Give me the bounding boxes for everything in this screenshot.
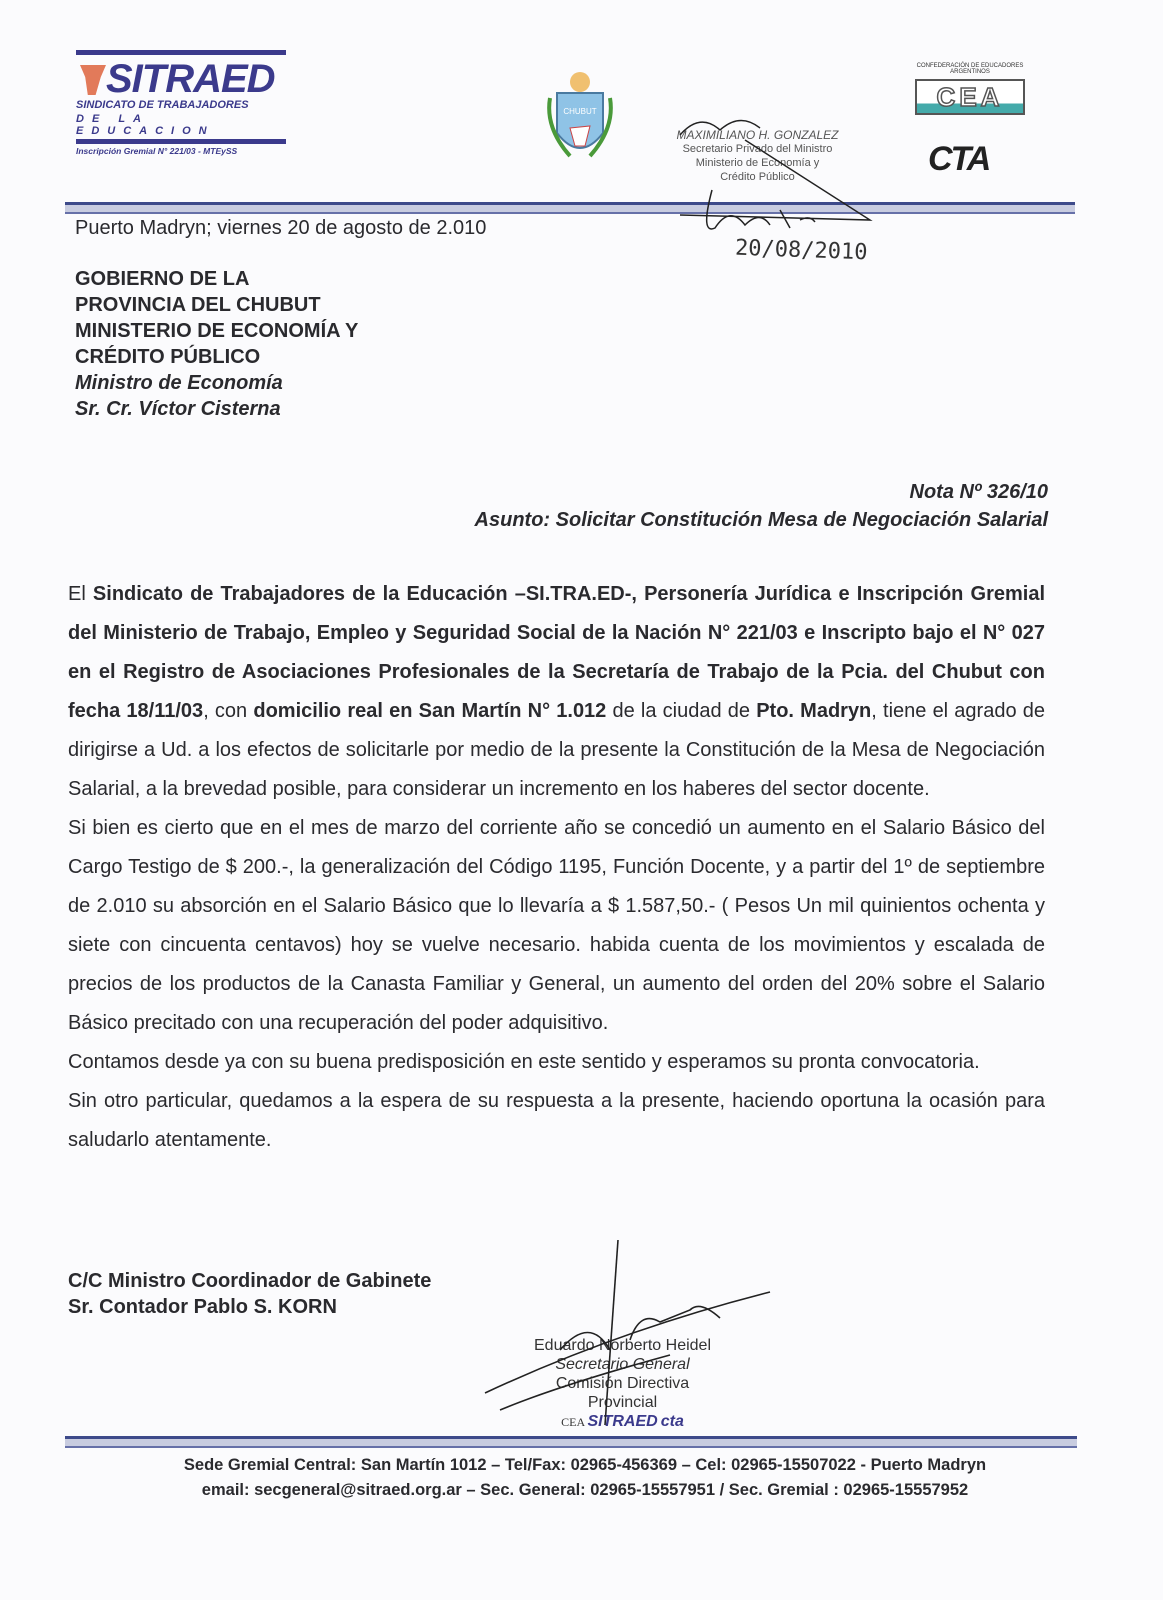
- letter-body: [68, 575, 1045, 1160]
- subject-line: Asunto: Solicitar Constitución Mesa de Negociación Salarial: [474, 509, 1048, 531]
- signature-stamp: [520, 1412, 725, 1432]
- footer-divider: [65, 1436, 1077, 1448]
- cta-logo: CTA: [928, 140, 990, 178]
- footer-line: email: secgeneral@sitraed.org.ar – Sec. General: 02965-15557951 / Sec. Gremial : 02965-15557952: [201, 1481, 969, 1499]
- signer-name: Eduardo Norberto Heidel: [534, 1337, 711, 1354]
- text-segment-bold: Sindicato de Trabajadores de la Educación –SI.TRA.ED-, Personería Jurídica e Inscripción Gremial del Ministerio de Trabajo, Empleo y Seguridad Social de la Nación N° 221/03 e Inscripto bajo el N° 027 en el Registro de Asociaciones Profesionales de la Secretaría de Trabajo de la Pcia. del Chubut con fecha 18/11/03: [68, 583, 1045, 722]
- addressee-line: MINISTERIO DE ECONOMÍA Y: [75, 320, 359, 342]
- chubut-crest-icon: [545, 68, 615, 168]
- signer-body: Comisión Directiva Provincial: [555, 1375, 690, 1411]
- body-paragraph-4: Sin otro particular, quedamos a la espera de su respuesta a la presente, haciendo oportuna la ocasión para saludarlo atentamente.: [68, 1090, 1045, 1151]
- signer-title: Secretario General: [555, 1356, 690, 1373]
- cea-top-text: CONFEDERACIÓN DE EDUCADORES ARGENTINOS: [916, 63, 1024, 75]
- sitraed-line2: DE LA EDUCACION: [76, 113, 215, 137]
- crest-label: CHUBUT: [563, 107, 597, 116]
- header-divider: [65, 202, 1075, 214]
- stamp-line2: Ministerio de Economía y: [695, 157, 820, 169]
- stamp-cea: CEA: [561, 1415, 585, 1429]
- sitraed-logo: [76, 50, 286, 156]
- body-paragraph-2: Si bien es cierto que en el mes de marzo del corriente año se concedió un aumento en el Salario Básico del Cargo Testigo de $ 200.-, la generalización del Código 1195, Función Docente, y a partir del 1º de septiembre de 2.010 su absorción en el Salario Básico que lo llevaría a $ 1.587,50.- ( Pesos Un mil quinientos ochenta y siete con cincuenta centavos) hoy se vuelve necesario. habida cuenta de los movimientos y escalada de precios de los productos de la Canasta Familiar y General, un aumento del orden del 20% sobre el Salario Básico precitado con una recuperación del poder adquisitivo.: [68, 817, 1045, 1034]
- subject-block: [475, 478, 1048, 534]
- stamp-sitraed: SITRAED: [587, 1413, 658, 1430]
- cea-logo-text: CEA: [915, 79, 1025, 115]
- handwritten-date: 20/08/2010: [734, 235, 868, 266]
- chubut-map-icon: [80, 65, 106, 95]
- stamp-name: MAXIMILIANO H. GONZALEZ: [676, 128, 839, 142]
- addressee-line: Sr. Cr. Víctor Cisterna: [75, 398, 281, 420]
- footer-line: Sede Gremial Central: San Martín 1012 – Tel/Fax: 02965-456369 – Cel: 02965-15507022 - Puerto Madryn: [183, 1456, 987, 1474]
- text-segment: de la ciudad de: [606, 700, 757, 722]
- signature-block: [520, 1336, 725, 1432]
- addressee-line: Ministro de Economía: [75, 372, 283, 394]
- text-segment: El: [68, 583, 93, 605]
- sitraed-line1: SINDICATO DE TRABAJADORES: [76, 99, 249, 111]
- cea-logo: [915, 63, 1025, 128]
- addressee-line: CRÉDITO PÚBLICO: [75, 346, 261, 368]
- body-paragraph-1: [68, 575, 1045, 809]
- cc-block: [68, 1268, 431, 1320]
- cc-line: C/C Ministro Coordinador de Gabinete: [68, 1270, 432, 1292]
- text-segment: , con: [203, 700, 254, 722]
- reception-stamp: [655, 128, 860, 184]
- addressee-block: [75, 266, 358, 422]
- text-segment-bold: Pto. Madryn: [756, 700, 872, 722]
- sitraed-line3: Inscripción Gremial N° 221/03 - MTEySS: [76, 146, 238, 156]
- stamp-cta: cta: [660, 1413, 684, 1430]
- cc-line: Sr. Contador Pablo S. KORN: [68, 1296, 337, 1318]
- stamp-line1: Secretario Privado del Ministro: [682, 143, 833, 155]
- sitraed-logo-text: SITRAED: [106, 57, 275, 101]
- text-segment-bold: domicilio real en San Martín N° 1.012: [253, 700, 607, 722]
- footer: [60, 1453, 1110, 1503]
- note-number: Nota Nº 326/10: [909, 481, 1048, 503]
- text-segment: , tiene el agrado de dirigirse a Ud. a los efectos de solicitarle por medio de la presente la Constitución de la Mesa de Negociación Salarial, a la brevedad posible, para considerar un incremento en los haberes del sector docente.: [68, 700, 1046, 800]
- date-line: Puerto Madryn; viernes 20 de agosto de 2.010: [75, 217, 487, 239]
- addressee-line: GOBIERNO DE LA: [75, 268, 250, 290]
- addressee-line: PROVINCIA DEL CHUBUT: [75, 294, 321, 316]
- stamp-line3: Crédito Público: [720, 171, 795, 183]
- body-paragraph-3: Contamos desde ya con su buena predisposición en este sentido y esperamos su pronta convocatoria.: [68, 1051, 980, 1073]
